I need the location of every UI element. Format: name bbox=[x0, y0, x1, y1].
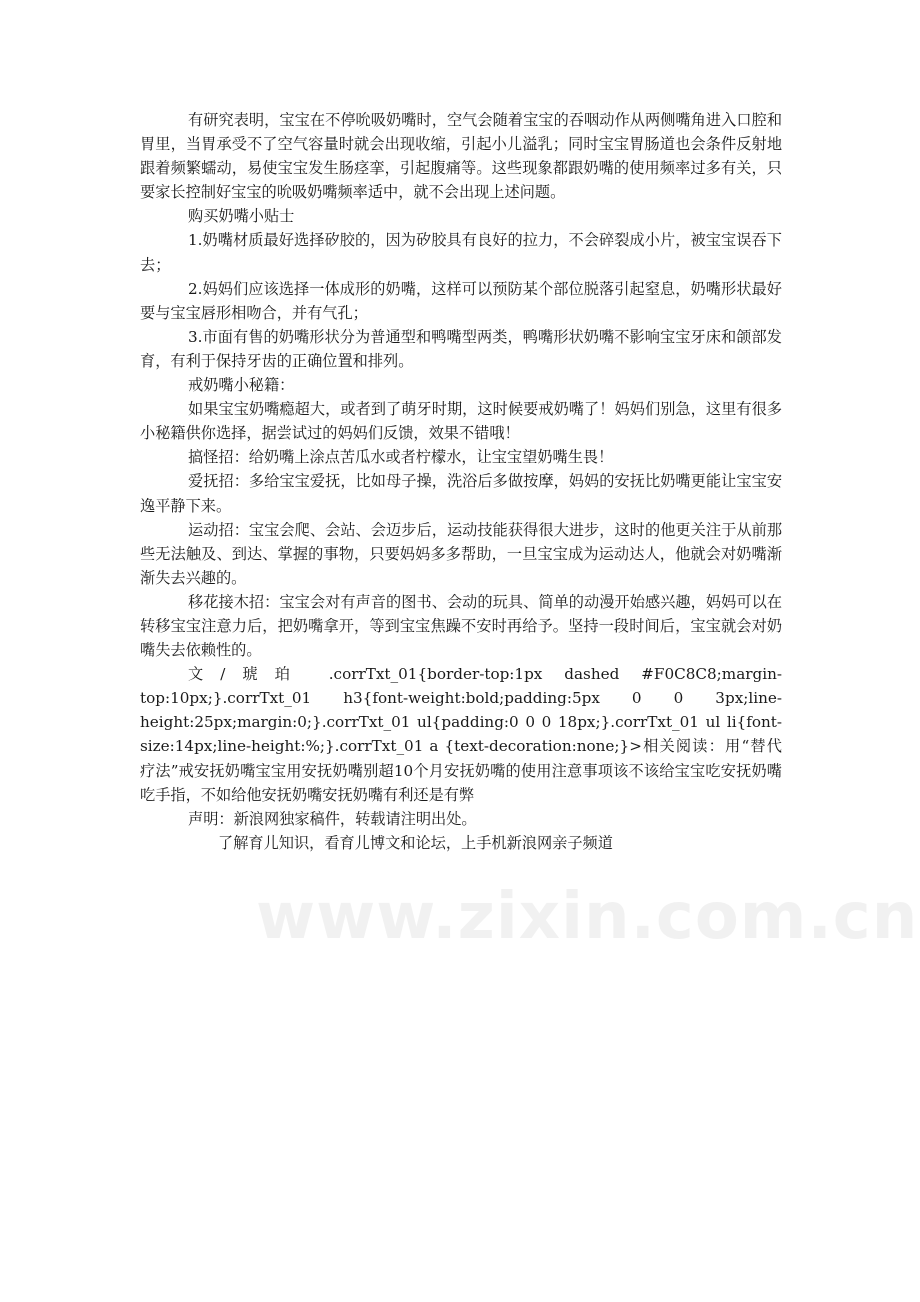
article-body bbox=[140, 108, 782, 855]
paragraph-intro: 有研究表明，宝宝在不停吮吸奶嘴时，空气会随着宝宝的吞咽动作从两侧嘴角进入口腔和胃里，当胃承受不了空气容量时就会出现收缩，引起小儿溢乳；同时宝宝胃肠道也会条件反射地跟着频繁蠕动，易使宝宝发生肠痉挛，引起腹痛等。这些现象都跟奶嘴的使用频率过多有关，只要家长控制好宝宝的吮吸奶嘴频率适中，就不会出现上述问题。 bbox=[140, 111, 782, 202]
tip-3: 3.市面有售的奶嘴形状分为普通型和鸭嘴型两类，鸭嘴形状奶嘴不影响宝宝牙床和颌部发育，有利于保持牙齿的正确位置和排列。 bbox=[140, 327, 782, 370]
method-prank: 搞怪招：给奶嘴上涂点苦瓜水或者柠檬水，让宝宝望奶嘴生畏！ bbox=[188, 448, 614, 467]
method-caress: 爱抚招：多给宝宝爱抚，比如母子操，洗浴后多做按摩，妈妈的安抚比奶嘴更能让宝宝安逸平静下来。 bbox=[140, 472, 782, 515]
method-distraction: 移花接木招：宝宝会对有声音的图书、会动的玩具、简单的动漫开始感兴趣，妈妈可以在转移宝宝注意力后，把奶嘴拿开，等到宝宝焦躁不安时再给予。坚持一段时间后，宝宝就会对奶嘴失去依赖性的。 bbox=[140, 592, 782, 660]
paragraph-weaning-intro: 如果宝宝奶嘴瘾超大，或者到了萌牙时期，这时候要戒奶嘴了！妈妈们别急，这里有很多小秘籍供你选择，据尝试过的妈妈们反馈，效果不错哦！ bbox=[140, 400, 782, 443]
method-exercise: 运动招：宝宝会爬、会站、会迈步后，运动技能获得很大进步，这时的他更关注于从前那些无法触及、到达、掌握的事物，只要妈妈多多帮助，一旦宝宝成为运动达人，他就会对奶嘴渐渐失去兴趣的。 bbox=[140, 520, 782, 587]
heading-buying-tips: 购买奶嘴小贴士 bbox=[188, 207, 295, 226]
tip-1: 1.奶嘴材质最好选择矽胶的，因为矽胶具有良好的拉力，不会碎裂成小片，被宝宝误吞下去； bbox=[140, 231, 782, 274]
heading-weaning-secrets: 戒奶嘴小秘籍： bbox=[188, 376, 295, 395]
watermark: www.zixin.com.cn bbox=[256, 880, 919, 954]
copyright-statement: 声明：新浪网独家稿件，转载请注明出处。 bbox=[188, 809, 477, 828]
footer-promo: 了解育儿知识，看育儿博文和论坛，上手机新浪网亲子频道 bbox=[218, 833, 613, 852]
tip-2: 2.妈妈们应该选择一体成形的奶嘴，这样可以预防某个部位脱落引起窒息，奶嘴形状最好要与宝宝唇形相吻合，并有气孔； bbox=[140, 279, 782, 322]
author-and-related-reading: 文/琥珀 .corrTxt_01{border-top:1px dashed #F0C8C8;margin-top:10px;}.corrTxt_01 h3{font-weight:bold;padding:5px 0 0 3px;line-height:25px;margin:0;}.corrTxt_01 ul{padding:0 0 0 18px;}.corrTxt_01 ul li{font-size:14px;line-height:%;}.corrTxt_01 a {text-decoration:none;}>相关阅读：用“替代疗法”戒安抚奶嘴宝宝用安抚奶嘴别超10个月安抚奶嘴的使用注意事项该不该给宝宝吃安抚奶嘴吃手指，不如给他安抚奶嘴安抚奶嘴有利还是有弊 bbox=[140, 665, 782, 804]
